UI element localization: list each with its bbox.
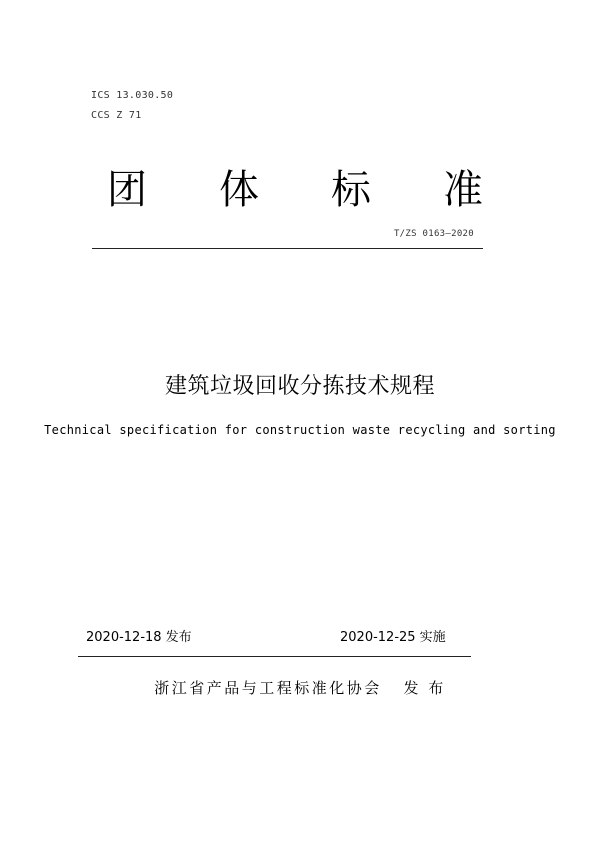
standard-type-char: 团: [107, 167, 147, 213]
footer-divider: [78, 656, 471, 657]
standard-type-heading: [105, 165, 485, 215]
document-title-chinese: 建筑垃圾回收分拣技术规程: [164, 374, 435, 399]
standard-type-char: 标: [331, 167, 371, 213]
implementation-date: 2020-12-25 实施: [340, 630, 446, 645]
issue-date: 2020-12-18 发布: [86, 630, 192, 645]
standard-type-char: 准: [443, 167, 483, 213]
header-divider: [92, 248, 483, 249]
publisher: 浙江省产品与工程标准化协会 发 布: [154, 679, 446, 697]
ccs-code: CCS Z 71: [91, 110, 142, 121]
document-title-english: Technical specification for construction waste recycling and sorting: [44, 423, 556, 437]
standard-code: T/ZS 0163—2020: [393, 229, 474, 239]
standard-type-char: 体: [219, 167, 259, 213]
ics-code: ICS 13.030.50: [91, 90, 174, 101]
